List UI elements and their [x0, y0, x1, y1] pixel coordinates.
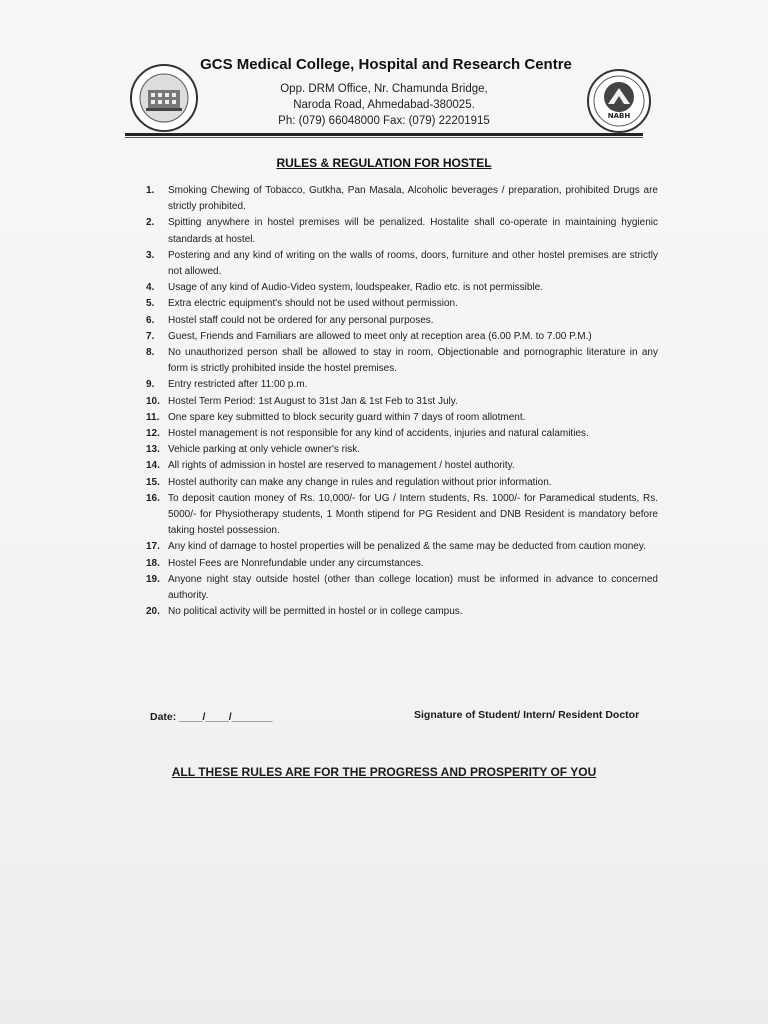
rule-number: 1. [146, 185, 155, 196]
rule-item [146, 345, 658, 377]
rule-text: Hostel Fees are Nonrefundable under any circumstances. [168, 557, 424, 569]
rule-number: 20. [146, 606, 160, 618]
rule-item [146, 572, 658, 604]
rule-item [146, 215, 658, 247]
rule-number: 17. [146, 541, 160, 553]
rule-item [146, 377, 658, 393]
college-name: GCS Medical College, Hospital and Research Centre [200, 56, 572, 73]
address-line-2: Naroda Road, Ahmedabad-380025. [293, 99, 475, 111]
phone-fax-line: Ph: (079) 66048000 Fax: (079) 22201915 [278, 115, 490, 127]
rule-item [146, 183, 658, 215]
rule-text: To deposit caution money of Rs. 10,000/- for UG / Intern students, Rs. 1000/- for Paramedical students, Rs. 5000/- for Physiotherapy students, 1 Month stipend for PG Resident and DNB Resident is mandatory before taking hostel possession. [168, 492, 658, 537]
rule-item [146, 296, 658, 312]
rule-number: 15. [146, 476, 160, 488]
rule-text: No political activity will be permitted in hostel or in college campus. [168, 606, 463, 618]
rule-text: Any kind of damage to hostel properties will be penalized & the same may be deducted from caution money. [168, 541, 646, 553]
rule-item [146, 394, 658, 410]
rule-number: 19. [146, 573, 160, 585]
signature-label: Signature of Student/ Intern/ Resident Doctor [414, 709, 640, 721]
rule-text: Extra electric equipment's should not be used without permission. [168, 298, 458, 310]
rule-item [146, 604, 658, 620]
rule-number: 2. [146, 217, 155, 229]
rule-text: No unauthorized person shall be allowed to stay in room, Objectionable and pornographic literature in any form is strictly prohibited inside the hostel premises. [168, 347, 658, 375]
rule-item [146, 426, 658, 442]
rule-text: One spare key submitted to block security guard within 7 days of room allotment. [168, 411, 526, 423]
college-emblem-icon [128, 62, 200, 134]
rule-number: 9. [146, 379, 155, 391]
address-block [254, 81, 514, 129]
rule-number: 13. [146, 444, 160, 456]
rule-text: Guest, Friends and Familiars are allowed to meet only at reception area (6.00 P.M. to 7.00 P.M.) [168, 330, 592, 342]
rule-item [146, 248, 658, 280]
rule-item [146, 491, 658, 540]
rule-item [146, 410, 658, 426]
rule-number: 16. [146, 492, 160, 504]
rule-text: Hostel authority can make any change in rules and regulation without prior information. [168, 476, 552, 488]
rule-item [146, 442, 658, 458]
rule-item [146, 475, 658, 491]
rule-text: All rights of admission in hostel are reserved to management / hostel authority. [168, 460, 515, 472]
rules-title: RULES & REGULATION FOR HOSTEL [276, 156, 492, 170]
rule-text: Hostel Term Period: 1st August to 31st Jan & 1st Feb to 31st July. [168, 395, 458, 407]
date-field: Date: ____/____/_______ [150, 711, 273, 723]
rule-number: 10. [146, 395, 160, 407]
rule-number: 8. [146, 347, 155, 359]
rule-number: 18. [146, 557, 160, 569]
rule-number: 3. [146, 249, 155, 261]
rule-text: Vehicle parking at only vehicle owner's risk. [168, 444, 361, 456]
rule-item [146, 458, 658, 474]
rules-list [146, 183, 658, 620]
rule-number: 14. [146, 460, 160, 472]
nabh-seal-icon [586, 68, 652, 134]
rule-number: 5. [146, 298, 155, 310]
rule-item [146, 280, 658, 296]
rule-number: 4. [146, 282, 155, 294]
header-divider-thin [125, 137, 643, 138]
nabh-seal-label: NABH [607, 112, 631, 120]
rule-text: Anyone night stay outside hostel (other than college location) must be informed in advance to concerned authority. [168, 573, 658, 602]
rule-number: 11. [146, 411, 160, 423]
rule-text: Spitting anywhere in hostel premises will be penalized. Hostalite shall co-operate in maintaining hygienic standards at hostel. [168, 217, 658, 245]
rule-text: Hostel staff could not be ordered for any personal purposes. [168, 314, 434, 326]
rule-item [146, 329, 658, 345]
footer-note: ALL THESE RULES ARE FOR THE PROGRESS AND PROSPERITY OF YOU [171, 765, 597, 779]
rule-text: Entry restricted after 11:00 p.m. [168, 379, 308, 391]
rule-item [146, 313, 658, 329]
rule-number: 7. [146, 330, 155, 342]
rule-text: Smoking Chewing of Tobacco, Gutkha, Pan Masala, Alcoholic beverages / preparation, prohibited Drugs are strictly prohibited. [168, 185, 658, 213]
rule-item [146, 556, 658, 572]
rule-text: Usage of any kind of Audio-Video system, loudspeaker, Radio etc. is not permissible. [168, 282, 544, 294]
header-divider [125, 133, 643, 136]
letterhead [124, 54, 644, 134]
rule-item [146, 539, 658, 555]
rule-number: 12. [146, 428, 160, 440]
rule-text: Postering and any kind of writing on the walls of rooms, doors, furniture and other hostel premises are strictly not allowed. [168, 249, 658, 278]
address-line-1: Opp. DRM Office, Nr. Chamunda Bridge, [280, 83, 488, 95]
rule-text: Hostel management is not responsible for any kind of accidents, injuries and natural calamities. [168, 428, 589, 440]
rule-number: 6. [146, 314, 155, 326]
